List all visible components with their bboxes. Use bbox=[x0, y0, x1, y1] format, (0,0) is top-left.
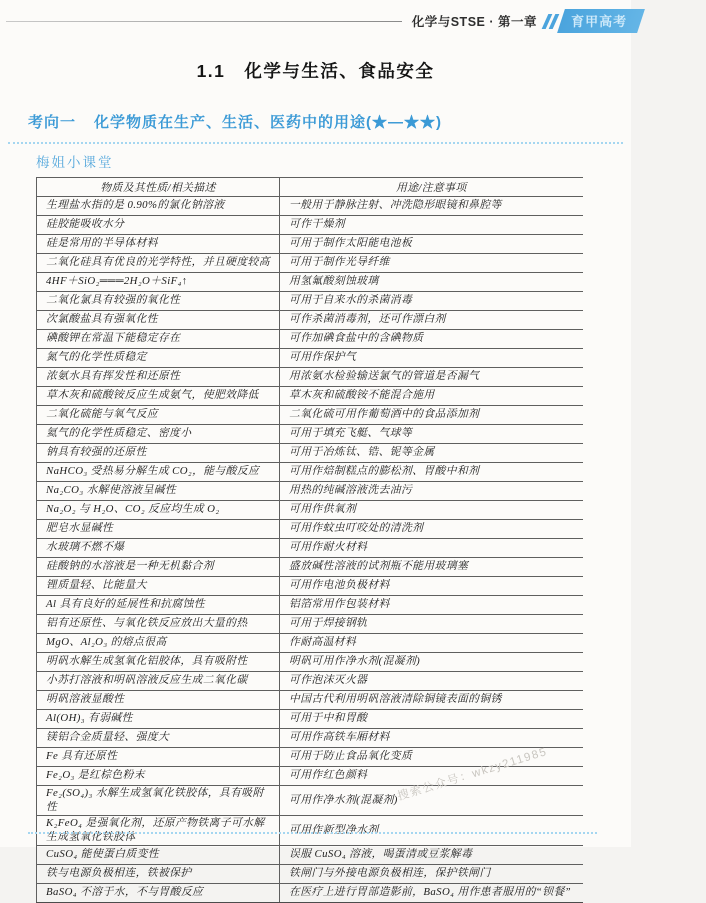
table-row bbox=[37, 235, 583, 254]
table-row bbox=[37, 463, 583, 482]
watermark-text: 搜索公众号：wkzy211985 bbox=[396, 745, 549, 804]
table-row bbox=[37, 691, 583, 710]
table-row bbox=[37, 254, 583, 273]
dotted-rule-top bbox=[8, 142, 623, 144]
use-cell: 可用作供氧剂 bbox=[280, 501, 583, 520]
table-row bbox=[37, 216, 583, 235]
use-cell: 误服 CuSO₄ 溶液，喝蛋清或豆浆解毒 bbox=[280, 846, 583, 865]
substance-cell: 生理盐水指的是 0.90%的氯化钠溶液 bbox=[37, 197, 280, 216]
substance-cell: Na₂CO₃ 水解使溶液呈碱性 bbox=[37, 482, 280, 501]
substance-cell: Fe 具有还原性 bbox=[37, 748, 280, 767]
section-heading bbox=[28, 111, 442, 132]
table-row bbox=[37, 865, 583, 884]
substance-cell: 碘酸钾在常温下能稳定存在 bbox=[37, 330, 280, 349]
substances-uses-table bbox=[36, 177, 583, 903]
substance-cell: 明矾水解生成氢氧化铝胶体，具有吸附性 bbox=[37, 653, 280, 672]
use-cell: 可用于防止食品氧化变质 bbox=[280, 748, 583, 767]
use-cell: 可用作耐火材料 bbox=[280, 539, 583, 558]
table-row bbox=[37, 501, 583, 520]
use-cell: 可用作蚊虫叮咬处的清洗剂 bbox=[280, 520, 583, 539]
table-row bbox=[37, 846, 583, 865]
substance-cell: NaHCO₃ 受热易分解生成 CO₂，能与酸反应 bbox=[37, 463, 280, 482]
table-row bbox=[37, 748, 583, 767]
table-body bbox=[37, 197, 583, 903]
section-label: 考向一 bbox=[28, 114, 77, 131]
table-row bbox=[37, 786, 583, 816]
page-header bbox=[0, 10, 631, 32]
use-cell: 一般用于静脉注射、冲洗隐形眼镜和鼻腔等 bbox=[280, 197, 583, 216]
use-cell: 可用作焙制糕点的膨松剂、胃酸中和剂 bbox=[280, 463, 583, 482]
substance-cell: 肥皂水显碱性 bbox=[37, 520, 280, 539]
table-header bbox=[37, 178, 583, 197]
substance-cell: 次氯酸盐具有强氧化性 bbox=[37, 311, 280, 330]
table-row bbox=[37, 444, 583, 463]
table-row bbox=[37, 292, 583, 311]
use-cell: 可用于制作光导纤维 bbox=[280, 254, 583, 273]
substance-cell: MgO、Al₂O₃ 的熔点很高 bbox=[37, 634, 280, 653]
substance-cell: 二氧化硅具有优良的光学特性，并且硬度较高 bbox=[37, 254, 280, 273]
table-row bbox=[37, 368, 583, 387]
use-cell: 可用作电池负极材料 bbox=[280, 577, 583, 596]
brand-badge-label: 育甲高考 bbox=[571, 14, 628, 29]
substance-cell: Al(OH)₃ 有弱碱性 bbox=[37, 710, 280, 729]
section-title: 化学物质在生产、生活、医药中的用途(★—★★) bbox=[94, 114, 443, 131]
use-cell: 可用作红色颜料 bbox=[280, 767, 583, 786]
substance-cell: 二氧化硫能与氧气反应 bbox=[37, 406, 280, 425]
substance-cell: 氦气的化学性质稳定、密度小 bbox=[37, 425, 280, 444]
column-header-substance: 物质及其性质/相关描述 bbox=[37, 178, 280, 197]
table-row bbox=[37, 330, 583, 349]
substance-cell: 铝有还原性、与氧化铁反应放出大量的热 bbox=[37, 615, 280, 634]
table-row bbox=[37, 672, 583, 691]
table-row bbox=[37, 273, 583, 292]
table-row bbox=[37, 520, 583, 539]
substance-cell: 小苏打溶液和明矾溶液反应生成二氧化碳 bbox=[37, 672, 280, 691]
use-cell: 可用于填充飞艇、气球等 bbox=[280, 425, 583, 444]
table-row bbox=[37, 197, 583, 216]
use-cell: 盛放碱性溶液的试剂瓶不能用玻璃塞 bbox=[280, 558, 583, 577]
use-cell: 明矾可用作净水剂(混凝剂) bbox=[280, 653, 583, 672]
table-row bbox=[37, 729, 583, 748]
use-cell: 铝箔常用作包装材料 bbox=[280, 596, 583, 615]
subsection-heading: 梅姐小课堂 bbox=[36, 155, 114, 170]
substance-cell: CuSO₄ 能使蛋白质变性 bbox=[37, 846, 280, 865]
brand-badge bbox=[557, 9, 645, 33]
substance-cell: 二氧化氯具有较强的氧化性 bbox=[37, 292, 280, 311]
table-row bbox=[37, 406, 583, 425]
table-row bbox=[37, 425, 583, 444]
substance-cell: 氮气的化学性质稳定 bbox=[37, 349, 280, 368]
table-row bbox=[37, 577, 583, 596]
use-cell: 可作泡沫灭火器 bbox=[280, 672, 583, 691]
table-row bbox=[37, 349, 583, 368]
table-row bbox=[37, 615, 583, 634]
substance-cell: 硅酸钠的水溶液是一种无机黏合剂 bbox=[37, 558, 280, 577]
substance-cell: 镁铝合金质量轻、强度大 bbox=[37, 729, 280, 748]
substance-cell: 铁与电源负极相连，铁被保护 bbox=[37, 865, 280, 884]
table-row bbox=[37, 767, 583, 786]
table-row bbox=[37, 653, 583, 672]
table-row bbox=[37, 816, 583, 846]
dotted-rule-bottom bbox=[28, 832, 597, 834]
substance-cell: 硅是常用的半导体材料 bbox=[37, 235, 280, 254]
substance-cell: 水玻璃不燃不爆 bbox=[37, 539, 280, 558]
use-cell: 在医疗上进行胃部造影前，BaSO₄ 用作患者服用的“钡餐” bbox=[280, 884, 583, 903]
slashes-icon bbox=[545, 14, 556, 29]
table-row bbox=[37, 387, 583, 406]
substance-cell: Fe₂O₃ 是红棕色粉末 bbox=[37, 767, 280, 786]
substance-cell: 4HF＋SiO₂═══2H₂O＋SiF₄↑ bbox=[37, 273, 280, 292]
substance-cell: 钠具有较强的还原性 bbox=[37, 444, 280, 463]
substance-cell: 硅胶能吸收水分 bbox=[37, 216, 280, 235]
use-cell: 可用作保护气 bbox=[280, 349, 583, 368]
table-row bbox=[37, 311, 583, 330]
table-row bbox=[37, 558, 583, 577]
use-cell: 可用作新型净水剂 bbox=[280, 816, 583, 846]
substance-cell: Al 具有良好的延展性和抗腐蚀性 bbox=[37, 596, 280, 615]
chapter-label: 化学与STSE · 第一章 bbox=[411, 15, 537, 29]
table-row bbox=[37, 884, 583, 903]
substance-cell: Fe₂(SO₄)₃ 水解生成氢氧化铁胶体，具有吸附性 bbox=[37, 786, 280, 816]
use-cell: 中国古代利用明矾溶液清除铜镜表面的铜锈 bbox=[280, 691, 583, 710]
use-cell: 可用于中和胃酸 bbox=[280, 710, 583, 729]
table-row bbox=[37, 596, 583, 615]
table-row bbox=[37, 634, 583, 653]
use-cell: 可用作净水剂(混凝剂) bbox=[280, 786, 583, 816]
substance-cell: K₂FeO₄ 是强氧化剂，还原产物铁离子可水解生成氢氧化铁胶体 bbox=[37, 816, 280, 846]
page-title: 1.1 化学与生活、食品安全 bbox=[196, 61, 435, 81]
use-cell: 可用于焊接钢轨 bbox=[280, 615, 583, 634]
use-cell: 用氢氟酸刻蚀玻璃 bbox=[280, 273, 583, 292]
substance-cell: 明矾溶液显酸性 bbox=[37, 691, 280, 710]
use-cell: 草木灰和硫酸铵不能混合施用 bbox=[280, 387, 583, 406]
substance-cell: 草木灰和硫酸铵反应生成氨气，使肥效降低 bbox=[37, 387, 280, 406]
substance-cell: Na₂O₂ 与 H₂O、CO₂ 反应均生成 O₂ bbox=[37, 501, 280, 520]
header-rule bbox=[6, 21, 402, 22]
substance-cell: 浓氨水具有挥发性和还原性 bbox=[37, 368, 280, 387]
column-header-use: 用途/注意事项 bbox=[280, 178, 583, 197]
use-cell: 可用于制作太阳能电池板 bbox=[280, 235, 583, 254]
use-cell: 二氧化硫可用作葡萄酒中的食品添加剂 bbox=[280, 406, 583, 425]
use-cell: 可用于自来水的杀菌消毒 bbox=[280, 292, 583, 311]
table-row bbox=[37, 539, 583, 558]
table-row bbox=[37, 482, 583, 501]
use-cell: 可作杀菌消毒剂，还可作漂白剂 bbox=[280, 311, 583, 330]
use-cell: 可用作高铁车厢材料 bbox=[280, 729, 583, 748]
use-cell: 用浓氨水检验输送氯气的管道是否漏气 bbox=[280, 368, 583, 387]
substance-cell: 锂质量轻、比能量大 bbox=[37, 577, 280, 596]
use-cell: 可作加碘食盐中的含碘物质 bbox=[280, 330, 583, 349]
use-cell: 可作干燥剂 bbox=[280, 216, 583, 235]
use-cell: 作耐高温材料 bbox=[280, 634, 583, 653]
use-cell: 用热的纯碱溶液洗去油污 bbox=[280, 482, 583, 501]
use-cell: 铁闸门与外接电源负极相连，保护铁闸门 bbox=[280, 865, 583, 884]
use-cell: 可用于冶炼钛、锆、铌等金属 bbox=[280, 444, 583, 463]
table-row bbox=[37, 710, 583, 729]
substance-cell: BaSO₄ 不溶于水，不与胃酸反应 bbox=[37, 884, 280, 903]
